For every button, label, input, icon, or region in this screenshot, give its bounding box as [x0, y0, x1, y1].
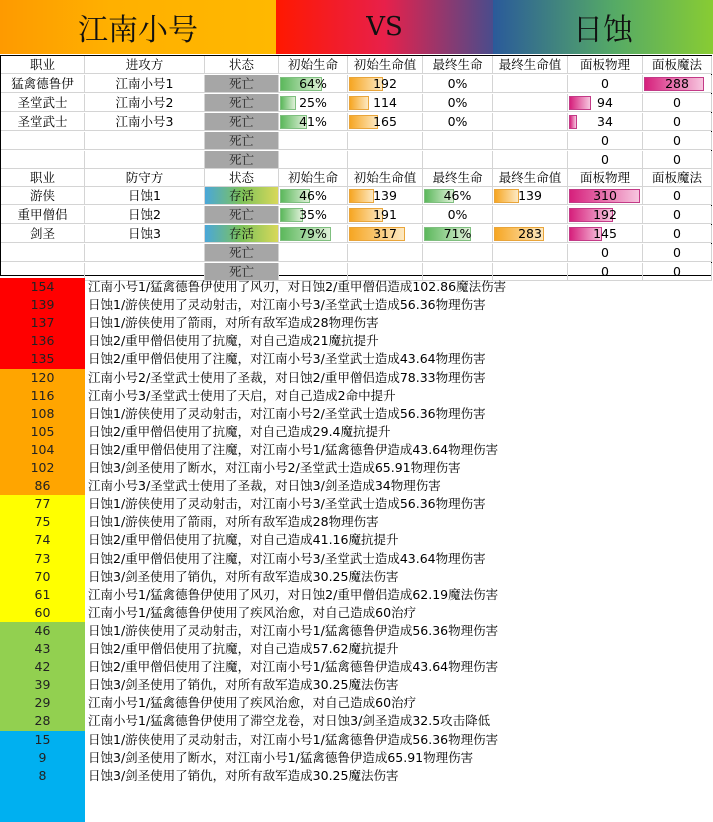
member-value: 江南小号1	[115, 76, 174, 91]
panel-phys-cell	[568, 244, 643, 262]
final-hp-cell	[493, 206, 568, 224]
column-header-panel-phys: 面板物理	[568, 56, 643, 74]
log-time: 9	[38, 750, 47, 765]
init-pct-value: 25%	[299, 95, 327, 110]
panel-phys-cell	[568, 151, 643, 169]
log-text: 日蚀1/游侠使用了灵动射击，对江南小号2/圣堂武士造成56.36物理伤害	[88, 406, 486, 421]
status-cell	[205, 206, 279, 224]
attacker-team-banner: 江南小号	[0, 0, 276, 54]
panel-phys-bar	[569, 115, 577, 129]
log-entry	[0, 731, 713, 749]
init-pct-cell	[279, 244, 348, 262]
log-entry	[0, 676, 713, 694]
final-hp-cell	[493, 187, 568, 205]
member-cell	[85, 244, 205, 262]
class-value: 重甲僧侣	[17, 207, 68, 222]
defender-team-banner: 日蚀	[493, 0, 713, 54]
panel-phys-value: 0	[601, 133, 609, 148]
log-text: 江南小号1/猛禽德鲁伊使用了疾风治愈，对自己造成60治疗	[88, 605, 417, 620]
init-pct-value: 46%	[299, 188, 327, 203]
log-text: 日蚀1/游侠使用了灵动射击，对江南小号1/猛禽德鲁伊造成56.36物理伤害	[88, 732, 499, 747]
log-text: 日蚀3/剑圣使用了断水，对江南小号1/猛禽德鲁伊造成65.91物理伤害	[88, 750, 474, 765]
column-header-member: 防守方	[85, 169, 205, 187]
panel-phys-cell	[568, 132, 643, 150]
panel-mag-cell	[643, 151, 712, 169]
panel-mag-value: 0	[673, 133, 681, 148]
column-header-init-hp: 初始生命值	[348, 169, 423, 187]
class-value: 圣堂武士	[17, 114, 68, 129]
log-text: 日蚀2/重甲僧侣使用了抗魔，对自己造成29.4魔抗提升	[88, 424, 391, 439]
log-time: 137	[30, 315, 55, 330]
member-cell	[85, 132, 205, 150]
log-text: 日蚀1/游侠使用了灵动射击，对江南小号3/圣堂武士造成56.36物理伤害	[88, 496, 486, 511]
log-entry	[0, 369, 713, 387]
log-entry	[0, 586, 713, 604]
status-cell	[205, 151, 279, 169]
defender-row[interactable]	[1, 187, 712, 205]
log-time: 29	[34, 695, 51, 710]
log-time: 46	[34, 623, 51, 638]
log-time: 28	[34, 713, 51, 728]
status-cell	[205, 75, 279, 93]
log-entry	[0, 495, 713, 513]
final-pct-cell	[423, 113, 493, 131]
log-time: 8	[38, 768, 47, 783]
log-text: 日蚀1/游侠使用了灵动射击，对江南小号1/猛禽德鲁伊造成56.36物理伤害	[88, 623, 499, 638]
panel-phys-value: 0	[601, 76, 609, 91]
log-text: 江南小号1/猛禽德鲁伊使用了疾风治愈，对自己造成60治疗	[88, 695, 417, 710]
column-header-status: 状态	[205, 56, 279, 74]
log-time: 60	[34, 605, 51, 620]
final-hp-cell	[493, 113, 568, 131]
status-cell	[205, 132, 279, 150]
log-text: 日蚀2/重甲僧侣使用了注魔，对江南小号3/圣堂武士造成43.64物理伤害	[88, 351, 486, 366]
attacker-row[interactable]	[1, 75, 712, 93]
class-cell	[1, 225, 85, 243]
panel-phys-value: 192	[593, 207, 617, 222]
final-pct-value: 0%	[447, 114, 468, 129]
log-time: 105	[30, 424, 55, 439]
class-value: 圣堂武士	[17, 95, 68, 110]
final-pct-cell	[423, 225, 493, 243]
final-hp-value: 283	[518, 226, 542, 241]
attacker-row[interactable]	[1, 132, 712, 150]
member-cell	[85, 225, 205, 243]
panel-phys-cell	[568, 206, 643, 224]
log-text: 日蚀3/剑圣使用了销仇，对所有敌军造成30.25魔法伤害	[88, 768, 399, 783]
defender-row[interactable]	[1, 225, 712, 243]
final-pct-cell	[423, 132, 493, 150]
init-pct-bar	[280, 96, 296, 110]
panel-mag-cell	[643, 75, 712, 93]
final-pct-value: 0%	[447, 207, 468, 222]
panel-phys-cell	[568, 113, 643, 131]
init-hp-cell	[348, 94, 423, 112]
panel-phys-value: 34	[597, 114, 613, 129]
column-header-panel-mag: 面板魔法	[643, 169, 712, 187]
log-entry	[0, 604, 713, 622]
panel-mag-value: 0	[673, 226, 681, 241]
status-value: 死亡	[228, 264, 254, 279]
panel-mag-cell	[643, 187, 712, 205]
final-pct-value: 46%	[443, 188, 472, 203]
log-time: 43	[34, 641, 51, 656]
defender-header-row	[1, 169, 712, 187]
column-header-final-hp: 最终生命值	[493, 56, 568, 74]
init-pct-value: 41%	[299, 114, 327, 129]
init-hp-cell	[348, 132, 423, 150]
panel-phys-bar	[569, 96, 591, 110]
init-hp-cell	[348, 206, 423, 224]
status-value: 死亡	[228, 95, 254, 110]
panel-phys-cell	[568, 94, 643, 112]
class-value: 游侠	[29, 188, 55, 203]
member-value: 江南小号3	[115, 114, 174, 129]
panel-phys-value: 94	[597, 95, 613, 110]
log-text: 日蚀2/重甲僧侣使用了抗魔，对自己造成41.16魔抗提升	[88, 532, 399, 547]
status-value: 死亡	[228, 133, 254, 148]
member-cell	[85, 113, 205, 131]
status-value: 死亡	[228, 152, 254, 167]
panel-phys-value: 145	[593, 226, 617, 241]
panel-mag-value: 0	[673, 264, 681, 279]
class-cell	[1, 94, 85, 112]
class-cell	[1, 206, 85, 224]
status-cell	[205, 244, 279, 262]
status-value: 存活	[228, 226, 254, 241]
member-cell	[85, 75, 205, 93]
status-value: 死亡	[228, 76, 254, 91]
log-entry	[0, 477, 713, 495]
init-pct-cell	[279, 151, 348, 169]
log-text: 日蚀2/重甲僧侣使用了注魔，对江南小号1/猛禽德鲁伊造成43.64物理伤害	[88, 442, 499, 457]
panel-mag-cell	[643, 225, 712, 243]
column-header-class: 职业	[1, 56, 85, 74]
log-time: 39	[34, 677, 51, 692]
log-text: 日蚀3/剑圣使用了销仇，对所有敌军造成30.25魔法伤害	[88, 677, 399, 692]
panel-mag-value: 288	[665, 76, 689, 91]
final-hp-cell	[493, 94, 568, 112]
column-header-status: 状态	[205, 169, 279, 187]
init-pct-cell	[279, 225, 348, 243]
init-hp-value: 165	[373, 114, 397, 129]
final-pct-cell	[423, 94, 493, 112]
log-time: 61	[34, 587, 51, 602]
log-time: 102	[30, 460, 55, 475]
init-hp-value: 139	[373, 188, 397, 203]
final-hp-cell	[493, 244, 568, 262]
final-pct-cell	[423, 206, 493, 224]
log-entry	[0, 622, 713, 640]
class-cell	[1, 113, 85, 131]
log-time: 108	[30, 406, 55, 421]
final-hp-cell	[493, 75, 568, 93]
log-time: 77	[34, 496, 51, 511]
log-entry	[0, 568, 713, 586]
log-entry	[0, 531, 713, 549]
log-time: 86	[34, 478, 51, 493]
log-entry	[0, 423, 713, 441]
panel-mag-value: 0	[673, 207, 681, 222]
log-text: 日蚀3/剑圣使用了销仇，对所有敌军造成30.25魔法伤害	[88, 569, 399, 584]
attacker-row[interactable]	[1, 151, 712, 169]
member-cell	[85, 94, 205, 112]
status-cell	[205, 113, 279, 131]
log-entry	[0, 640, 713, 658]
log-entry	[0, 296, 713, 314]
log-time: 120	[30, 370, 55, 385]
member-cell	[85, 151, 205, 169]
init-hp-value: 191	[373, 207, 397, 222]
log-text: 江南小号1/猛禽德鲁伊使用了风刃，对日蚀2/重甲僧侣造成62.19魔法伤害	[88, 587, 499, 602]
init-hp-bar	[349, 96, 369, 110]
attacker-header-row	[1, 56, 712, 74]
member-value: 日蚀1	[128, 188, 161, 203]
log-text: 江南小号3/圣堂武士使用了天启，对自己造成2命中提升	[88, 388, 396, 403]
panel-mag-cell	[643, 206, 712, 224]
panel-mag-value: 0	[673, 245, 681, 260]
final-pct-cell	[423, 151, 493, 169]
init-hp-value: 114	[373, 95, 397, 110]
class-value: 剑圣	[29, 226, 55, 241]
final-pct-cell	[423, 75, 493, 93]
final-pct-cell	[423, 244, 493, 262]
log-entry	[0, 459, 713, 477]
init-pct-cell	[279, 113, 348, 131]
log-time: 73	[34, 551, 51, 566]
log-time: 15	[34, 732, 51, 747]
member-value: 江南小号2	[115, 95, 174, 110]
panel-phys-cell	[568, 187, 643, 205]
log-time: 42	[34, 659, 51, 674]
log-entry	[0, 441, 713, 459]
log-entry	[0, 314, 713, 332]
panel-mag-cell	[643, 94, 712, 112]
status-value: 死亡	[228, 114, 254, 129]
init-hp-bar	[349, 189, 374, 203]
panel-phys-cell	[568, 75, 643, 93]
init-pct-cell	[279, 187, 348, 205]
column-header-final-pct: 最终生命	[423, 169, 493, 187]
versus-banner: VS	[276, 0, 493, 54]
log-entry	[0, 767, 713, 785]
log-text: 日蚀3/剑圣使用了断水，对江南小号2/圣堂武士造成65.91物理伤害	[88, 460, 461, 475]
status-value: 死亡	[228, 245, 254, 260]
log-text: 日蚀2/重甲僧侣使用了注魔，对江南小号1/猛禽德鲁伊造成43.64物理伤害	[88, 659, 499, 674]
column-header-init-pct: 初始生命	[279, 169, 348, 187]
panel-phys-value: 0	[601, 245, 609, 260]
init-hp-cell	[348, 225, 423, 243]
log-time: 154	[30, 279, 55, 294]
panel-mag-cell	[643, 244, 712, 262]
final-hp-cell	[493, 132, 568, 150]
init-pct-cell	[279, 132, 348, 150]
final-pct-cell	[423, 187, 493, 205]
final-hp-bar	[494, 189, 519, 203]
init-pct-value: 35%	[299, 207, 327, 222]
class-cell	[1, 75, 85, 93]
log-time: 70	[34, 569, 51, 584]
final-hp-cell	[493, 225, 568, 243]
status-value: 死亡	[228, 207, 254, 222]
log-entry	[0, 387, 713, 405]
log-text: 江南小号3/圣堂武士使用了圣裁，对日蚀3/剑圣造成34物理伤害	[88, 478, 441, 493]
init-pct-cell	[279, 206, 348, 224]
column-header-init-pct: 初始生命	[279, 56, 348, 74]
defender-row[interactable]	[1, 206, 712, 224]
final-pct-value: 71%	[443, 226, 472, 241]
log-text: 江南小号1/猛禽德鲁伊使用了滞空龙卷，对日蚀3/剑圣造成32.5攻击降低	[88, 713, 491, 728]
log-entry	[0, 405, 713, 423]
log-entry	[0, 749, 713, 767]
init-hp-value: 317	[373, 226, 397, 241]
log-text: 日蚀2/重甲僧侣使用了抗魔，对自己造成57.62魔抗提升	[88, 641, 399, 656]
column-header-class: 职业	[1, 169, 85, 187]
defender-row[interactable]	[1, 244, 712, 262]
attacker-row[interactable]	[1, 94, 712, 112]
panel-mag-value: 0	[673, 152, 681, 167]
log-entry	[0, 513, 713, 531]
column-header-panel-mag: 面板魔法	[643, 56, 712, 74]
log-entry	[0, 712, 713, 730]
panel-mag-cell	[643, 113, 712, 131]
battle-stats-table	[0, 55, 712, 279]
member-cell	[85, 187, 205, 205]
class-cell	[1, 151, 85, 169]
log-entry	[0, 332, 713, 350]
final-pct-value: 0%	[447, 95, 468, 110]
member-value: 日蚀2	[128, 207, 161, 222]
panel-mag-value: 0	[673, 188, 681, 203]
log-text: 日蚀1/游侠使用了箭雨，对所有敌军造成28物理伤害	[88, 315, 379, 330]
init-pct-value: 64%	[299, 76, 327, 91]
log-text: 日蚀1/游侠使用了箭雨，对所有敌军造成28物理伤害	[88, 514, 379, 529]
log-time: 75	[34, 514, 51, 529]
log-time: 116	[30, 388, 55, 403]
status-value: 存活	[228, 188, 254, 203]
log-time: 139	[30, 297, 55, 312]
log-entry	[0, 278, 713, 296]
column-header-final-hp: 最终生命值	[493, 169, 568, 187]
init-hp-cell	[348, 113, 423, 131]
panel-phys-value: 0	[601, 152, 609, 167]
panel-phys-cell	[568, 225, 643, 243]
init-hp-cell	[348, 75, 423, 93]
log-entry	[0, 350, 713, 368]
log-text: 日蚀2/重甲僧侣使用了注魔，对江南小号3/圣堂武士造成43.64物理伤害	[88, 551, 486, 566]
log-text: 日蚀1/游侠使用了灵动射击，对江南小号3/圣堂武士造成56.36物理伤害	[88, 297, 486, 312]
column-header-init-hp: 初始生命值	[348, 56, 423, 74]
log-text: 江南小号1/猛禽德鲁伊使用了风刃，对日蚀2/重甲僧侣造成102.86魔法伤害	[88, 279, 507, 294]
member-cell	[85, 206, 205, 224]
member-value: 日蚀3	[128, 226, 161, 241]
class-cell	[1, 244, 85, 262]
log-time: 104	[30, 442, 55, 457]
class-value: 猛禽德鲁伊	[11, 76, 74, 91]
panel-mag-value: 0	[673, 95, 681, 110]
class-cell	[1, 132, 85, 150]
init-pct-cell	[279, 94, 348, 112]
final-hp-cell	[493, 151, 568, 169]
final-pct-value: 0%	[447, 76, 468, 91]
attacker-row[interactable]	[1, 113, 712, 131]
init-hp-cell	[348, 244, 423, 262]
column-header-member: 进攻方	[85, 56, 205, 74]
panel-mag-value: 0	[673, 114, 681, 129]
log-entry	[0, 658, 713, 676]
column-header-panel-phys: 面板物理	[568, 169, 643, 187]
log-text: 江南小号2/圣堂武士使用了圣裁，对日蚀2/重甲僧侣造成78.33物理伤害	[88, 370, 486, 385]
log-text: 日蚀2/重甲僧侣使用了抗魔，对自己造成21魔抗提升	[88, 333, 379, 348]
status-cell	[205, 94, 279, 112]
panel-phys-value: 310	[593, 188, 617, 203]
init-hp-cell	[348, 151, 423, 169]
init-hp-value: 192	[373, 76, 397, 91]
log-time: 74	[34, 532, 51, 547]
status-cell	[205, 225, 279, 243]
log-time: 136	[30, 333, 55, 348]
final-hp-value: 139	[518, 188, 542, 203]
panel-mag-cell	[643, 132, 712, 150]
log-time: 135	[30, 351, 55, 366]
status-cell	[205, 187, 279, 205]
panel-phys-value: 0	[601, 264, 609, 279]
class-cell	[1, 187, 85, 205]
log-entry	[0, 550, 713, 568]
init-pct-cell	[279, 75, 348, 93]
init-hp-cell	[348, 187, 423, 205]
init-pct-value: 79%	[299, 226, 327, 241]
column-header-final-pct: 最终生命	[423, 56, 493, 74]
log-entry	[0, 694, 713, 712]
